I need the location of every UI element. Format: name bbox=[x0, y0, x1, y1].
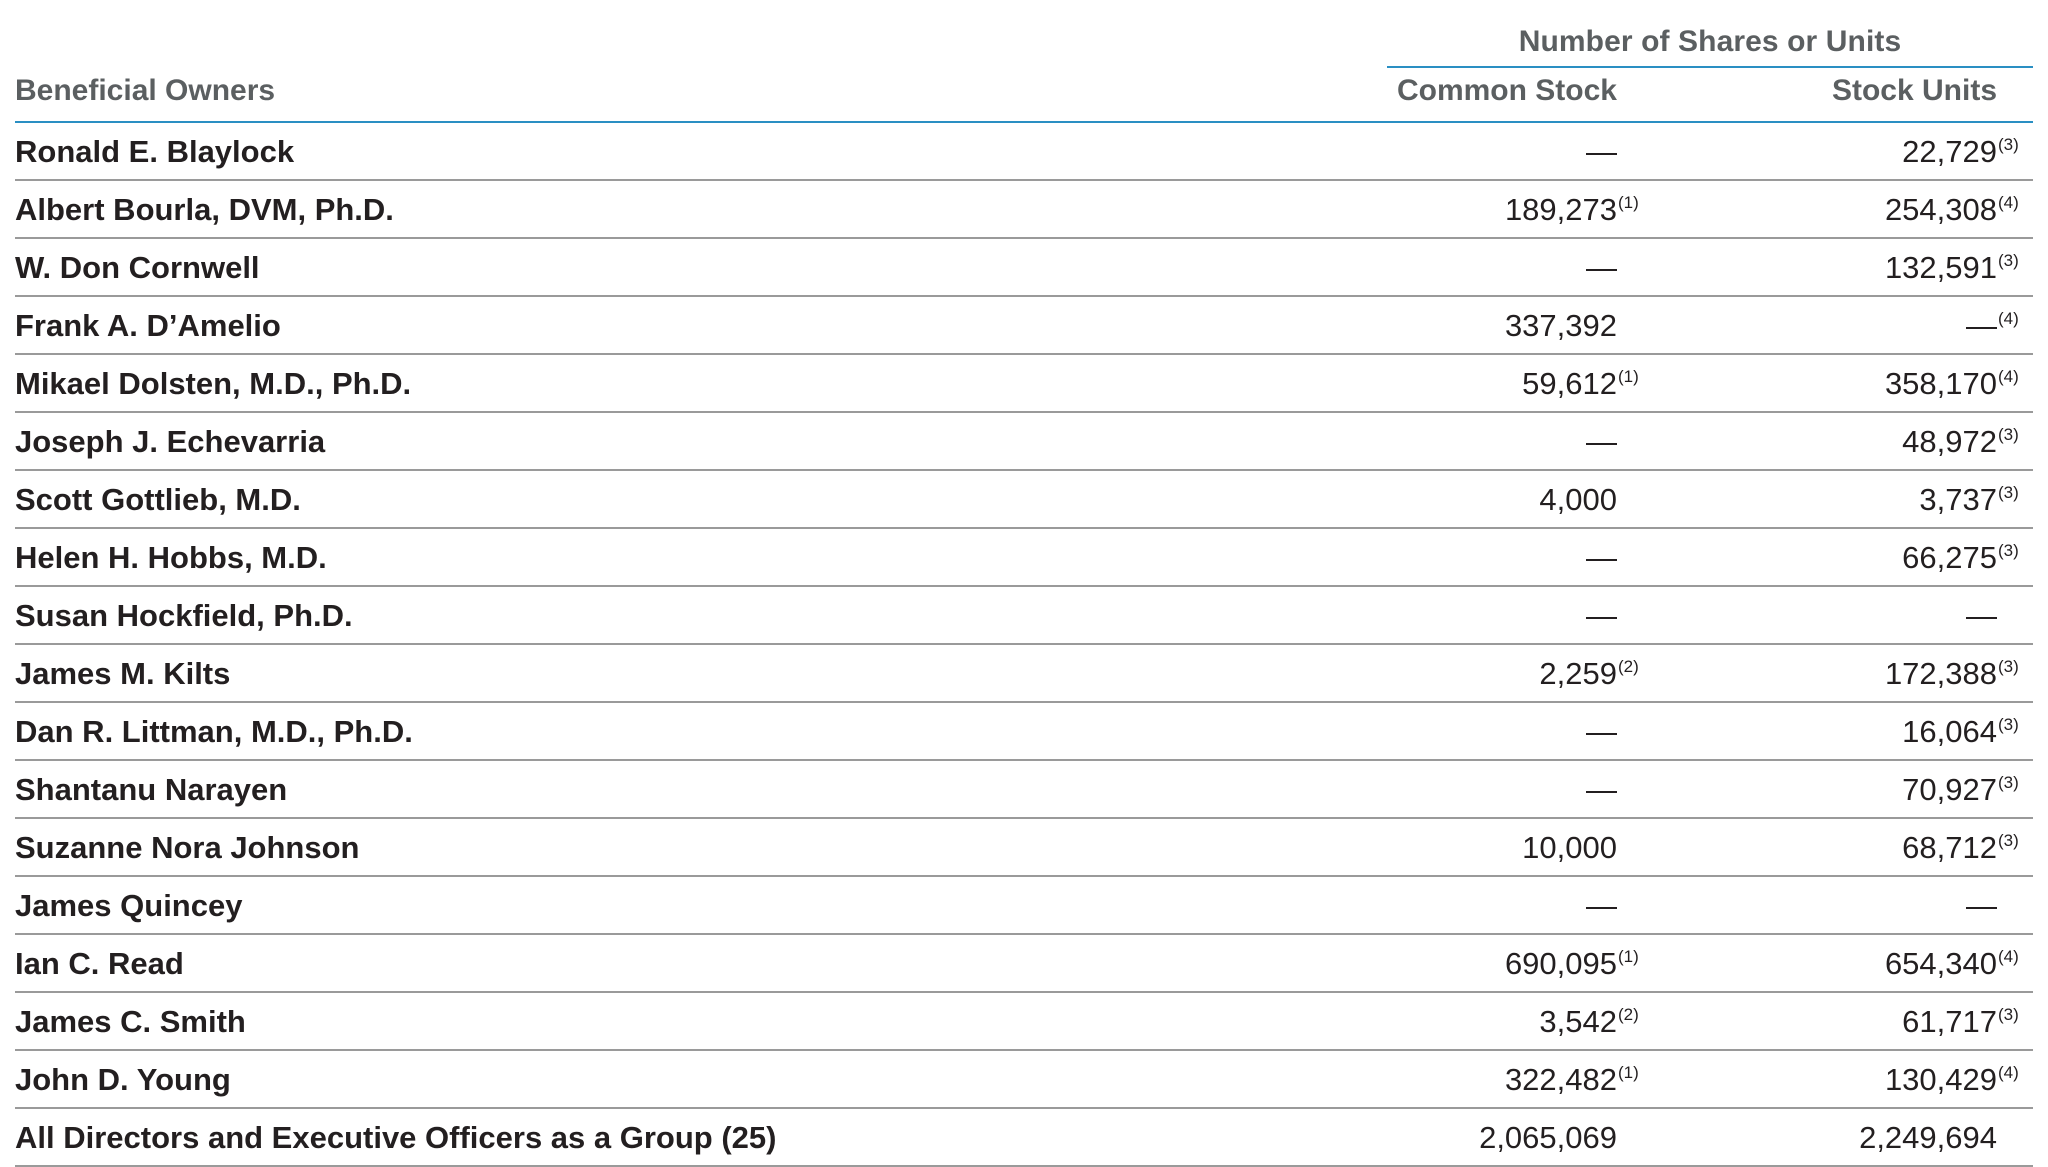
common-stock-value bbox=[1539, 482, 1617, 518]
common-stock-value-text: 59,612 bbox=[1522, 366, 1617, 401]
stock-units-value-text: 16,064 bbox=[1902, 714, 1997, 749]
common-stock-value bbox=[1504, 1062, 1639, 1098]
common-stock-value bbox=[1505, 308, 1617, 344]
table-row bbox=[15, 181, 2033, 239]
common-stock-value-text: — bbox=[1586, 888, 1617, 923]
owner-name: John D. Young bbox=[15, 1062, 231, 1097]
stock-units-value bbox=[1902, 424, 2019, 460]
common-stock-value-text: 2,065,069 bbox=[1479, 1120, 1617, 1155]
stock-units-value bbox=[1902, 1004, 2019, 1040]
footnote-marker: (2) bbox=[1618, 657, 1639, 676]
stock-units-value bbox=[1902, 540, 2019, 576]
footnote-marker: (4) bbox=[1998, 309, 2019, 328]
group-header bbox=[15, 22, 2033, 68]
common-stock-value-text: 2,259 bbox=[1539, 656, 1617, 691]
common-stock-value bbox=[1586, 540, 1617, 576]
column-header-common-stock: Common Stock bbox=[1396, 74, 1617, 107]
stock-units-value-text: 68,712 bbox=[1902, 830, 1997, 865]
stock-units-value-text: 2,249,694 bbox=[1859, 1120, 1997, 1155]
owner-name: Ian C. Read bbox=[15, 946, 184, 981]
owner-name: Mikael Dolsten, M.D., Ph.D. bbox=[15, 366, 412, 401]
stock-units-value bbox=[1884, 250, 2019, 286]
common-stock-value-text: 10,000 bbox=[1522, 830, 1617, 865]
owner-name: Ronald E. Blaylock bbox=[15, 134, 295, 169]
footnote-marker: (4) bbox=[1998, 193, 2019, 212]
common-stock-value-text: — bbox=[1586, 598, 1617, 633]
common-stock-value bbox=[1586, 250, 1617, 286]
owner-name: Shantanu Narayen bbox=[15, 772, 288, 807]
stock-units-value-text: 132,591 bbox=[1884, 250, 1997, 285]
table-row bbox=[15, 993, 2033, 1051]
table-row bbox=[15, 761, 2033, 819]
stock-units-value bbox=[1902, 772, 2019, 808]
footnote-marker: (2) bbox=[1618, 1005, 1639, 1024]
stock-units-value-text: 66,275 bbox=[1902, 540, 1997, 575]
column-header-row bbox=[15, 68, 2033, 123]
common-stock-value bbox=[1586, 888, 1617, 924]
common-stock-value bbox=[1522, 366, 1639, 402]
stock-units-value bbox=[1884, 656, 2019, 692]
table-row bbox=[15, 935, 2033, 993]
stock-units-value-text: 22,729 bbox=[1902, 134, 1997, 169]
stock-units-value-text: 358,170 bbox=[1884, 366, 1997, 401]
table-row bbox=[15, 645, 2033, 703]
common-stock-value-text: — bbox=[1586, 134, 1617, 169]
footnote-marker: (1) bbox=[1618, 367, 1639, 386]
table-row bbox=[15, 123, 2033, 181]
common-stock-value bbox=[1586, 424, 1617, 460]
stock-units-value bbox=[1919, 482, 2019, 518]
stock-units-value bbox=[1884, 946, 2019, 982]
stock-units-value-text: — bbox=[1966, 888, 1997, 923]
column-header-stock-units: Stock Units bbox=[1831, 74, 1997, 107]
common-stock-value-text: 189,273 bbox=[1504, 192, 1617, 227]
footnote-marker: (3) bbox=[1998, 773, 2019, 792]
stock-units-value bbox=[1966, 598, 1997, 634]
owner-name: Dan R. Littman, M.D., Ph.D. bbox=[15, 714, 413, 749]
stock-units-value-text: — bbox=[1966, 308, 1997, 343]
footnote-marker: (1) bbox=[1618, 1063, 1639, 1082]
owner-name: Helen H. Hobbs, M.D. bbox=[15, 540, 327, 575]
footnote-marker: (1) bbox=[1618, 947, 1639, 966]
stock-units-value bbox=[1902, 714, 2019, 750]
footnote-marker: (3) bbox=[1998, 831, 2019, 850]
stock-units-value-text: 130,429 bbox=[1884, 1062, 1997, 1097]
stock-units-value-text: 654,340 bbox=[1884, 946, 1997, 981]
owner-name: Suzanne Nora Johnson bbox=[15, 830, 360, 865]
stock-units-value-text: 70,927 bbox=[1902, 772, 1997, 807]
common-stock-value bbox=[1504, 946, 1639, 982]
footnote-marker: (1) bbox=[1618, 193, 1639, 212]
owner-name: Frank A. D’Amelio bbox=[15, 308, 281, 343]
common-stock-value bbox=[1539, 656, 1639, 692]
common-stock-value bbox=[1539, 1004, 1639, 1040]
footnote-marker: (3) bbox=[1998, 251, 2019, 270]
table-row bbox=[15, 819, 2033, 877]
owner-name: All Directors and Executive Officers as a Group (25) bbox=[15, 1120, 777, 1155]
common-stock-value bbox=[1586, 134, 1617, 170]
common-stock-value bbox=[1522, 830, 1617, 866]
owner-name: Scott Gottlieb, M.D. bbox=[15, 482, 301, 517]
footnote-marker: (3) bbox=[1998, 425, 2019, 444]
stock-units-value-text: 61,717 bbox=[1902, 1004, 1997, 1039]
table-row bbox=[15, 1109, 2033, 1167]
owner-name: Joseph J. Echevarria bbox=[15, 424, 326, 459]
footnote-marker: (3) bbox=[1998, 483, 2019, 502]
footnote-marker: (3) bbox=[1998, 657, 2019, 676]
common-stock-value-text: 3,542 bbox=[1539, 1004, 1617, 1039]
footnote-marker: (3) bbox=[1998, 715, 2019, 734]
stock-units-value bbox=[1859, 1120, 1997, 1156]
footnote-marker: (3) bbox=[1998, 135, 2019, 154]
owner-name: W. Don Cornwell bbox=[15, 250, 260, 285]
table-row bbox=[15, 877, 2033, 935]
table-row bbox=[15, 355, 2033, 413]
common-stock-value-text: — bbox=[1586, 424, 1617, 459]
group-header-label: Number of Shares or Units bbox=[1518, 25, 1902, 58]
common-stock-value bbox=[1586, 772, 1617, 808]
common-stock-value-text: 690,095 bbox=[1504, 946, 1617, 981]
common-stock-value bbox=[1586, 598, 1617, 634]
common-stock-value-text: — bbox=[1586, 540, 1617, 575]
table-row bbox=[15, 297, 2033, 355]
footnote-marker: (4) bbox=[1998, 947, 2019, 966]
owner-name: James C. Smith bbox=[15, 1004, 246, 1039]
owner-name: Albert Bourla, DVM, Ph.D. bbox=[15, 192, 394, 227]
owner-name: James M. Kilts bbox=[15, 656, 231, 691]
stock-units-value-text: — bbox=[1966, 598, 1997, 633]
footnote-marker: (3) bbox=[1998, 541, 2019, 560]
stock-units-value bbox=[1884, 1062, 2019, 1098]
table-row bbox=[15, 239, 2033, 297]
stock-units-value bbox=[1966, 308, 2019, 344]
common-stock-value-text: — bbox=[1586, 772, 1617, 807]
footnote-marker: (4) bbox=[1998, 1063, 2019, 1082]
stock-units-value-text: 48,972 bbox=[1902, 424, 1997, 459]
table-row bbox=[15, 703, 2033, 761]
stock-units-value-text: 3,737 bbox=[1919, 482, 1997, 517]
table-body bbox=[15, 123, 2033, 1167]
table-row bbox=[15, 471, 2033, 529]
common-stock-value bbox=[1586, 714, 1617, 750]
stock-units-value bbox=[1902, 830, 2019, 866]
stock-units-value bbox=[1966, 888, 1997, 924]
owner-name: Susan Hockfield, Ph.D. bbox=[15, 598, 353, 633]
stock-units-value bbox=[1902, 134, 2019, 170]
beneficial-ownership-table bbox=[15, 22, 2033, 1167]
common-stock-value-text: — bbox=[1586, 250, 1617, 285]
stock-units-value bbox=[1884, 366, 2019, 402]
stock-units-value-text: 172,388 bbox=[1884, 656, 1997, 691]
stock-units-value bbox=[1884, 192, 2019, 228]
common-stock-value-text: — bbox=[1586, 714, 1617, 749]
stock-units-value-text: 254,308 bbox=[1884, 192, 1997, 227]
common-stock-value-text: 337,392 bbox=[1504, 308, 1617, 343]
table-row bbox=[15, 587, 2033, 645]
footnote-marker: (4) bbox=[1998, 367, 2019, 386]
owner-name: James Quincey bbox=[15, 888, 243, 923]
common-stock-value-text: 4,000 bbox=[1539, 482, 1617, 517]
table-row bbox=[15, 529, 2033, 587]
column-header-owners: Beneficial Owners bbox=[15, 74, 276, 107]
table-row bbox=[15, 413, 2033, 471]
table-row bbox=[15, 1051, 2033, 1109]
common-stock-value bbox=[1479, 1120, 1617, 1156]
footnote-marker: (3) bbox=[1998, 1005, 2019, 1024]
common-stock-value-text: 322,482 bbox=[1504, 1062, 1617, 1097]
common-stock-value bbox=[1504, 192, 1639, 228]
